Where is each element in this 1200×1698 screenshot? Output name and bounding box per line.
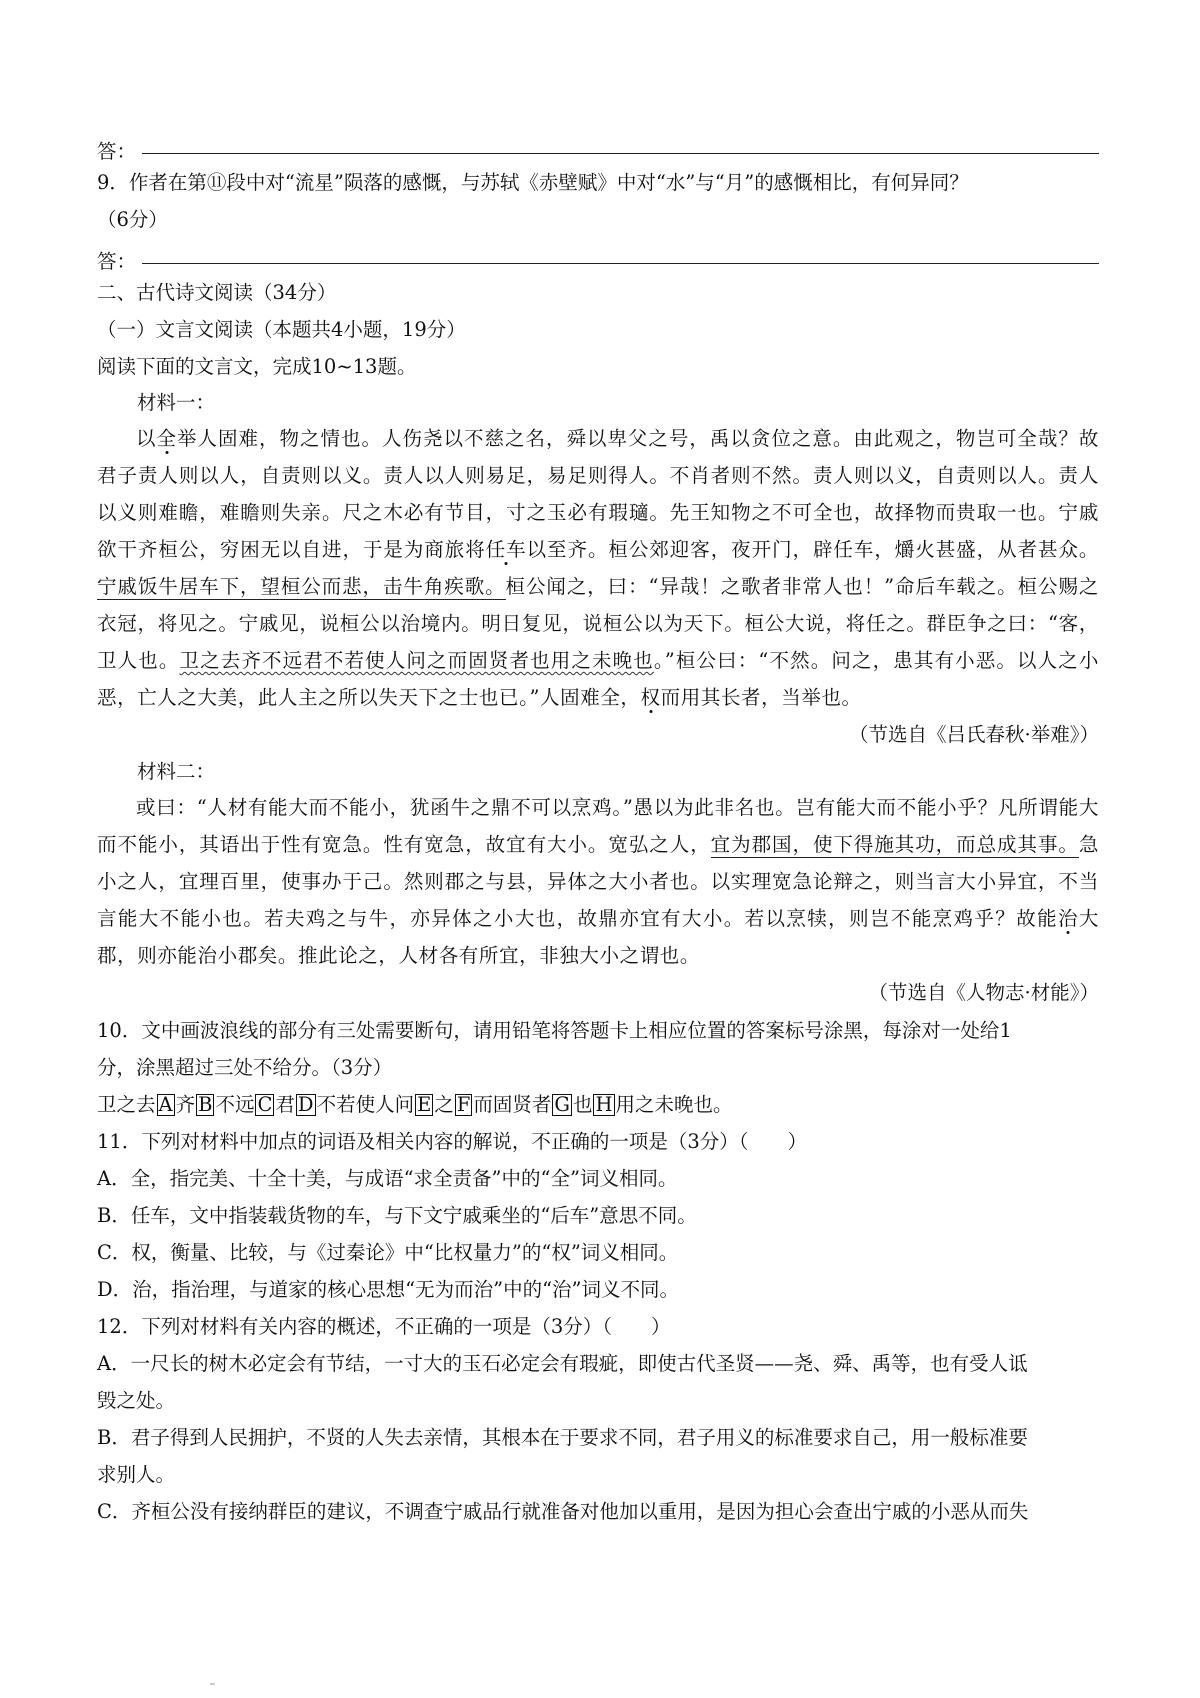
question-11-stem: 11．下列对材料中加点的词语及相关内容的解说，不正确的一项是（3分）（ ） bbox=[97, 1130, 807, 1153]
text-run: 以至齐。桓公郊迎客，夜开门，辟任车，爝火甚盛，从者甚众。 bbox=[526, 538, 1100, 561]
question-12-option-a[interactable]: A．一尺长的树木必定会有节结，一寸大的玉石必定会有瑕疵，即使古代圣贤——尧、舜、禹等，也有受人诋 bbox=[97, 1352, 1028, 1375]
material-1-label: 材料一： bbox=[137, 391, 216, 414]
question-9 bbox=[97, 164, 1099, 201]
answer-box-e[interactable]: E bbox=[417, 1093, 432, 1116]
segment-text: 君 bbox=[275, 1093, 295, 1116]
segment-text: 也 bbox=[572, 1093, 593, 1116]
segment-text: 不若使人问 bbox=[316, 1093, 415, 1116]
question-12-stem: 12．下列对材料有关内容的概述，不正确的一项是（3分）（ ） bbox=[97, 1315, 671, 1338]
answer-label: 答： bbox=[97, 140, 137, 163]
answer-box-g[interactable]: G bbox=[554, 1093, 570, 1116]
text-run: 。”桓公曰：“不然。问之，患其有小恶。以人之小恶，亡人之大美，此人主之所以失天下之士也已。”人固难全， bbox=[97, 649, 1099, 709]
question-11-option-c[interactable]: C．权，衡量、比较，与《过秦论》中“比权量力”的“权”词义相同。 bbox=[97, 1241, 679, 1264]
material-1-source: （节选自《吕氏春秋·举难》） bbox=[849, 723, 1099, 746]
underlined-sentence: 宁戚饭牛居车下，望桓公而悲，击牛角疾歌。 bbox=[97, 575, 506, 598]
reading-instruction: 阅读下面的文言文，完成10~13题。 bbox=[97, 355, 417, 378]
text-run: 而用其长者，当举也。 bbox=[660, 686, 862, 709]
segment-text: 不远 bbox=[215, 1093, 255, 1116]
dotted-word-zhi: 治 bbox=[1057, 907, 1079, 930]
material-2-body bbox=[97, 789, 1099, 974]
answer-line-9[interactable] bbox=[97, 238, 1099, 274]
answer-box-f[interactable]: F bbox=[456, 1093, 471, 1116]
question-10-line1: 10．文中画波浪线的部分有三处需要断句，请用铅笔将答题卡上相应位置的答案标号涂黑，每涂对一处给1 bbox=[97, 1019, 1012, 1042]
question-9-score-text: （6分） bbox=[97, 208, 168, 231]
dotted-word-quan2: 权 bbox=[640, 686, 661, 709]
answer-label: 答： bbox=[97, 250, 137, 273]
dotted-word-quan: 全 bbox=[156, 427, 177, 450]
question-12-option-a-cont: 毁之处。 bbox=[97, 1389, 176, 1412]
answer-box-a[interactable]: A bbox=[158, 1093, 173, 1116]
answer-line-8[interactable] bbox=[97, 128, 1099, 164]
section-2-title: 二、古代诗文阅读（34分） bbox=[97, 281, 337, 304]
answer-rule bbox=[142, 153, 1099, 154]
material-2-paragraph bbox=[97, 789, 1099, 974]
question-9-text: 9．作者在第⑪段中对“流星”陨落的感慨，与苏轼《赤壁赋》中对“水”与“月”的感慨相比，有何异同？ bbox=[97, 171, 969, 194]
question-12-option-c[interactable]: C．齐桓公没有接纳群臣的建议，不调查宁戚品行就准备对他加以重用，是因为担心会查出宁戚的小恶从而失 bbox=[97, 1500, 1029, 1523]
text-run: 或曰：“人材有能大而不能小，犹函牛之鼎不可以烹鸡。”愚以为此非名也。岂有能大而不能小乎？凡所谓能大而不能小，其语出于性有宽急。性有宽急，故宜有大小。宽弘之人， bbox=[97, 796, 1099, 856]
answer-box-c[interactable]: C bbox=[257, 1093, 273, 1116]
page-footer-mark bbox=[210, 1683, 215, 1685]
question-12-option-b[interactable]: B．君子得到人民拥护，不贤的人失去亲情，其根本在于要求不同，君子用义的标准要求自己，用一般标准要 bbox=[97, 1426, 1028, 1449]
segment-text: 用之未晚也。 bbox=[615, 1093, 733, 1116]
underlined-sentence: 宜为郡国，使下得施其功，而总成其事。 bbox=[710, 833, 1079, 856]
question-11-option-d[interactable]: D．治，指治理，与道家的核心思想“无为而治”中的“治”词义不同。 bbox=[97, 1278, 680, 1301]
segment-text: 而固贤者 bbox=[473, 1093, 552, 1116]
segment-text: 卫之去 bbox=[97, 1093, 156, 1116]
segment-text: 齐 bbox=[175, 1093, 196, 1116]
text-run: 急小之人，宜理百里，使事办于己。然则郡之与县，异体之大小者也。以实理宽急论辩之，则当言大小异宜，不当言能大不能小也。若夫鸡之与牛，亦异体之小大也，故鼎亦宜有大小。若以烹犊，则岂不能烹鸡乎？故能 bbox=[97, 833, 1099, 930]
question-9-score bbox=[97, 201, 1099, 238]
answer-box-b[interactable]: B bbox=[198, 1093, 213, 1116]
text-run: 大郡，则亦能治小郡矣。推此论之，人材各有所宜，非独大小之谓也。 bbox=[97, 907, 1099, 967]
question-12-option-b-cont: 求别人。 bbox=[97, 1463, 176, 1486]
question-10-segmentation bbox=[97, 1086, 1099, 1123]
material-1-paragraph bbox=[97, 420, 1099, 716]
dotted-word-renche: 任车 bbox=[485, 538, 527, 561]
subsection-1-title: （一）文言文阅读（本题共4小题，19分） bbox=[97, 318, 466, 341]
question-11-option-a[interactable]: A．全，指完美、十全十美，与成语“求全责备”中的“全”词义相同。 bbox=[97, 1167, 678, 1190]
material-2-source: （节选自《人物志·材能》） bbox=[868, 981, 1099, 1004]
answer-box-h[interactable]: H bbox=[595, 1093, 613, 1116]
answer-box-d[interactable]: D bbox=[297, 1093, 314, 1116]
text-run: 桓公闻之，曰：“异哉！之歌者非常人也！”命后车载之。桓公赐之衣冠，将见之。宁戚见，说桓公以治境内。明日复见，说桓公以为天下。桓公大说，将任之。群臣争之曰：“客，卫人也。 bbox=[97, 575, 1099, 672]
question-10-line2: 分，涂黑超过三处不给分。（3分） bbox=[97, 1056, 393, 1079]
segment-text: 之 bbox=[434, 1093, 454, 1116]
text-run: 举人固难，物之情也。人伤尧以不慈之名，舜以卑父之号，禹以贪位之意。由此观之，物岂可全哉？故君子责人则以人，自责则以义。责人以人则易足，易足则得人。不肖者则不然。责人则以义，自责则以人。责人以义则难瞻，难瞻则失亲。尺之木必有节目，寸之玉必有瑕瓋。先王知物之不可全也，故择物而贵取一也。宁戚欲干齐桓公，穷困无以自进，于是为商旅将 bbox=[97, 427, 1099, 561]
material-2-label: 材料二： bbox=[137, 760, 216, 783]
text-run: 以 bbox=[136, 427, 157, 450]
material-1-body bbox=[97, 420, 1099, 716]
wavy-underlined-sentence: 卫之去齐不远君不若使人问之而固贤者也用之未晚也 bbox=[179, 649, 654, 672]
question-11-option-b[interactable]: B．任车，文中指装载货物的车，与下文宁戚乘坐的“后车”意思不同。 bbox=[97, 1204, 697, 1227]
exam-page bbox=[97, 128, 1099, 1530]
answer-rule bbox=[142, 263, 1099, 264]
